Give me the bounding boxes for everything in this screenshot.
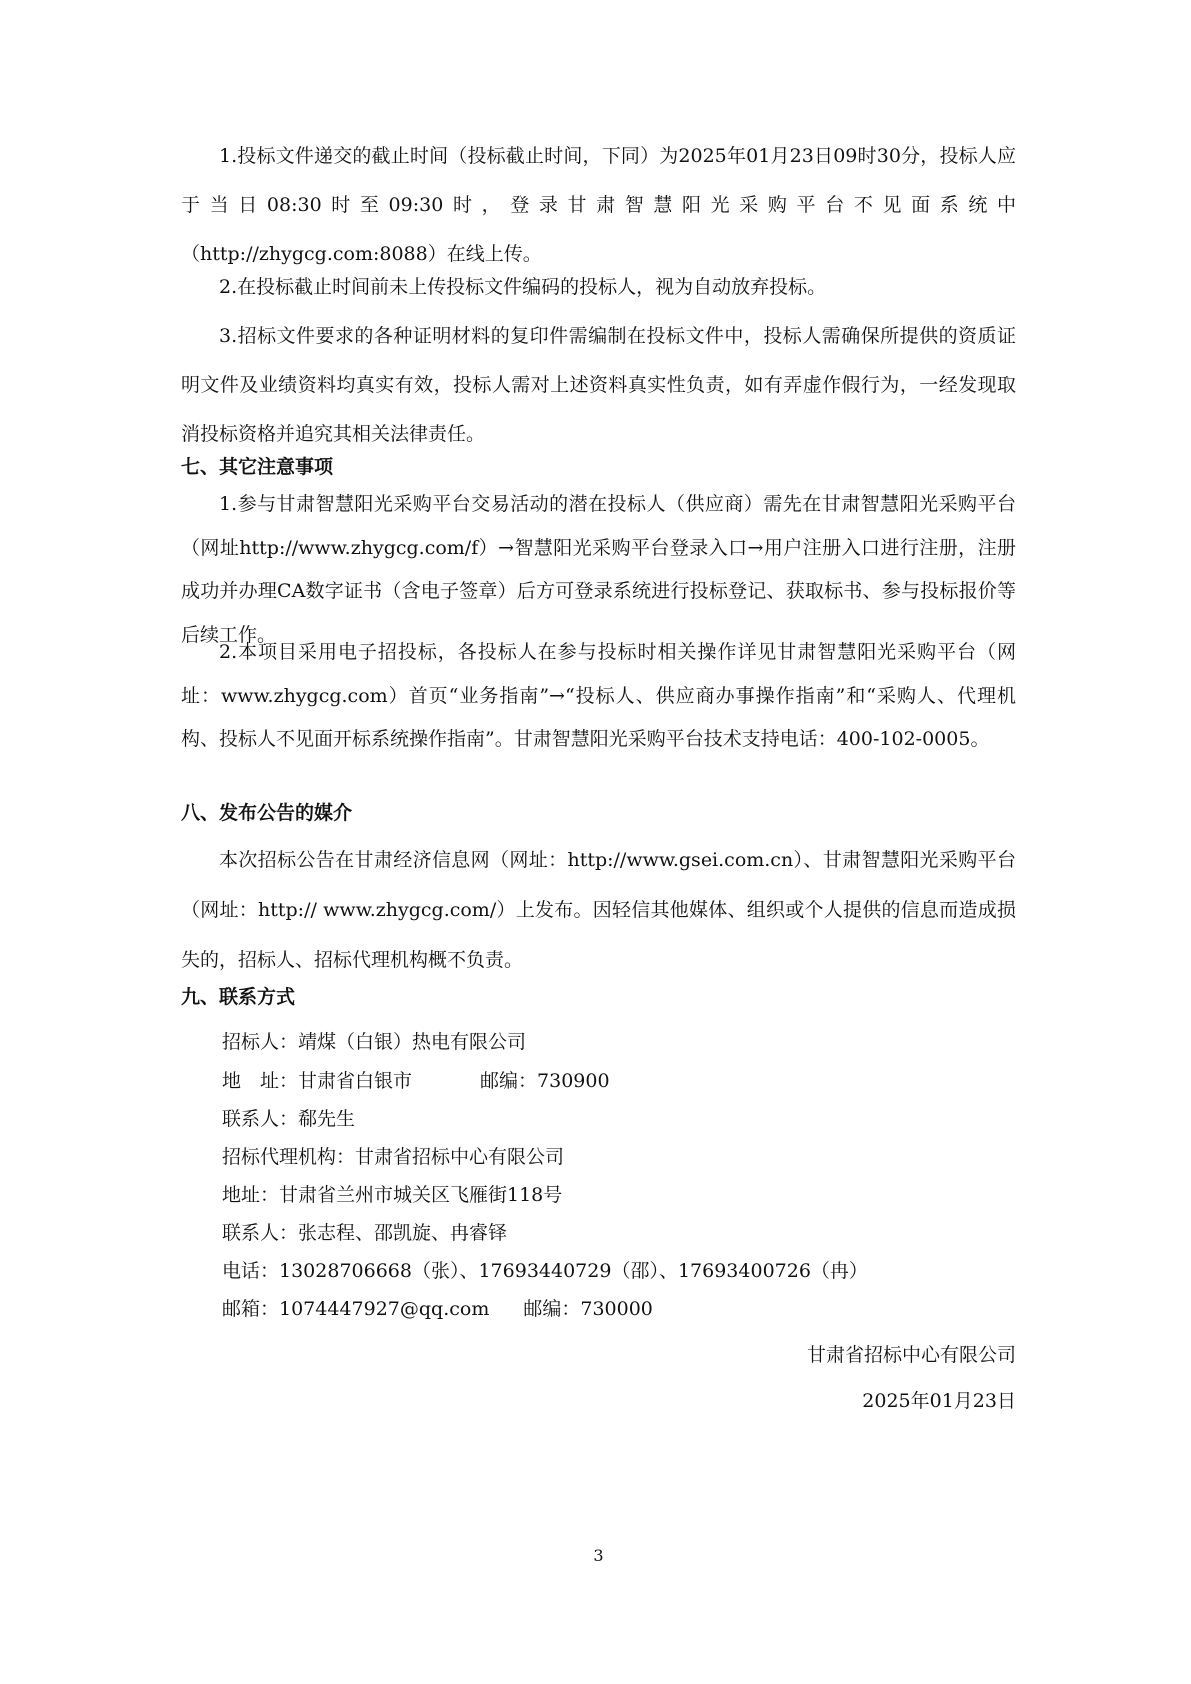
section6-item3: 3.招标文件要求的各种证明材料的复印件需编制在投标文件中，投标人需确保所提供的资质证明文件及业绩资料均真实有效，投标人需对上述资料真实性负责，如有弄虚作假行为，一经发现取消投标资格并追究其相关法律责任。 — [181, 325, 1016, 445]
email-postcode: 邮编：730000 — [523, 1298, 653, 1320]
section6-item1: 1.投标文件递交的截止时间（投标截止时间，下同）为2025年01月23日09时30分，投标人应于当日08:30时至09:30时，登录甘肃智慧阳光采购平台不见面系统中（http://zhygcg.com:8088）在线上传。 — [181, 145, 1016, 265]
address-line — [222, 1066, 610, 1096]
section9-heading: 九、联系方式 — [181, 986, 296, 1008]
signature-date: 2025年01月23日 — [862, 1390, 1016, 1412]
document-page — [181, 0, 1016, 1684]
address-text: 地 址：甘肃省白银市 — [222, 1070, 413, 1092]
agency-line: 招标代理机构：甘肃省招标中心有限公司 — [222, 1146, 565, 1168]
tenderer-line: 招标人：靖煤（白银）热电有限公司 — [222, 1031, 527, 1053]
email-text: 邮箱：1074447927@qq.com — [222, 1298, 490, 1320]
agency-address-line: 地址：甘肃省兰州市城关区飞雁街118号 — [222, 1184, 563, 1206]
section6-item2: 2.在投标截止时间前未上传投标文件编码的投标人，视为自动放弃投标。 — [219, 276, 827, 298]
address-postcode: 邮编：730900 — [480, 1070, 610, 1092]
section7-item1: 1.参与甘肃智慧阳光采购平台交易活动的潜在投标人（供应商）需先在甘肃智慧阳光采购平台（网址http://www.zhygcg.com/f）→智慧阳光采购平台登录入口→用户注册入口进行注册，注册成功并办理CA数字证书（含电子签章）后方可登录系统进行投标登记、获取标书、参与投标报价等后续工作。 — [181, 493, 1016, 646]
page-number: 3 — [593, 1546, 604, 1565]
contact-line: 联系人：郗先生 — [222, 1108, 356, 1130]
section8-text: 本次招标公告在甘肃经济信息网（网址：http://www.gsei.com.cn）、甘肃智慧阳光采购平台（网址：http:// www.zhygcg.com/）上发布。因轻信其他媒体、组织或个人提供的信息而造成损失的，招标人、招标代理机构概不负责。 — [181, 849, 1016, 971]
agency-contacts-line: 联系人：张志程、邵凯旋、冉睿铎 — [222, 1222, 508, 1244]
phone-line: 电话：13028706668（张）、17693440729（邵）、17693400726（冉） — [222, 1260, 868, 1282]
section8-heading: 八、发布公告的媒介 — [181, 802, 353, 824]
signature-organization: 甘肃省招标中心有限公司 — [806, 1344, 1016, 1366]
section7-heading: 七、其它注意事项 — [181, 456, 334, 478]
email-line — [222, 1294, 653, 1324]
section7-item2: 2.本项目采用电子招投标，各投标人在参与投标时相关操作详见甘肃智慧阳光采购平台（网址：www.zhygcg.com）首页“业务指南”→“投标人、供应商办事操作指南”和“采购人、代理机构、投标人不见面开标系统操作指南”。甘肃智慧阳光采购平台技术支持电话：400-102-0005。 — [181, 641, 1016, 750]
